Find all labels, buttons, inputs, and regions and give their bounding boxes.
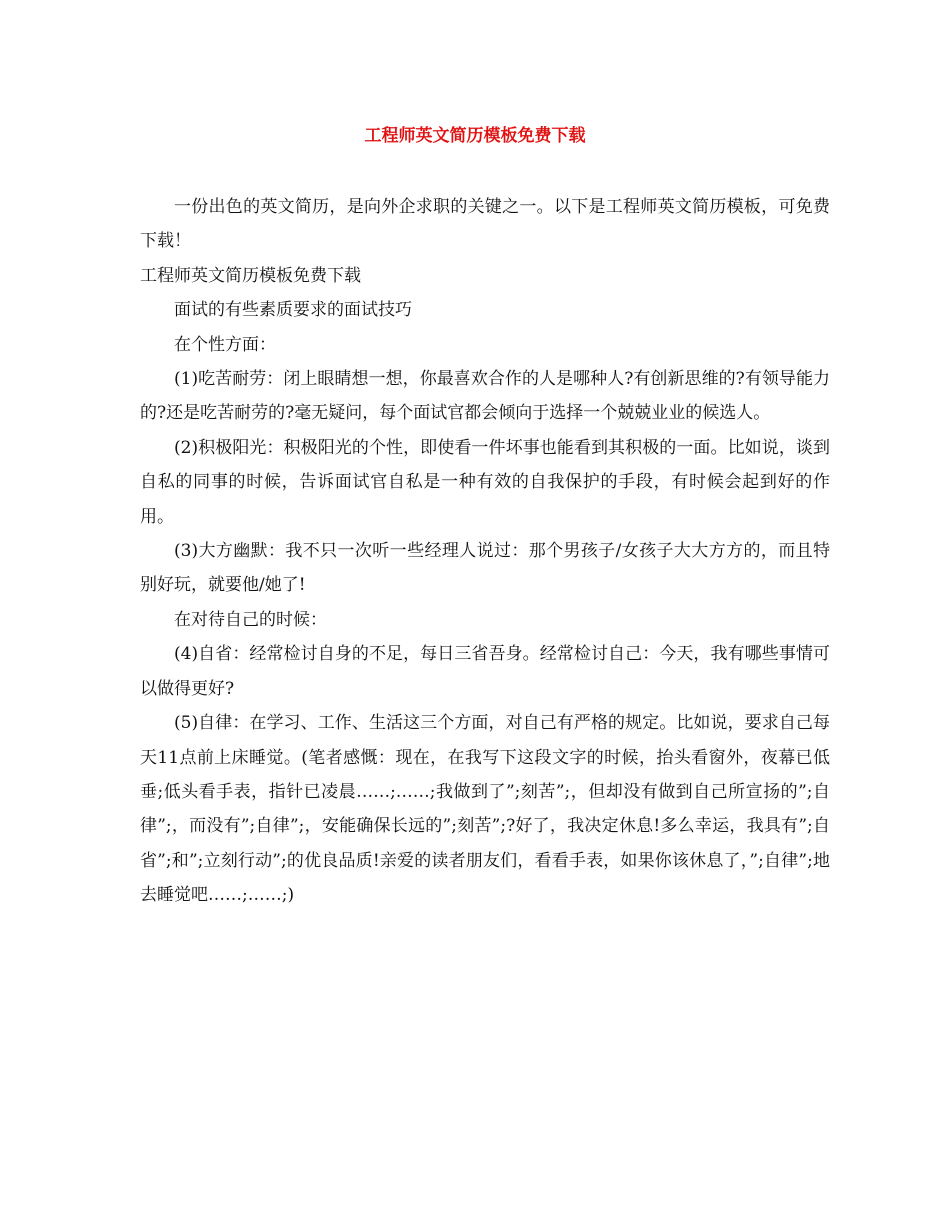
document-title: 工程师英文简历模板免费下载 — [364, 126, 586, 146]
paragraph-hardworking: (1)吃苦耐劳：闭上眼睛想一想，你最喜欢合作的人是哪种人?有创新思维的?有领导能力的?还是吃苦耐劳的?毫无疑问，每个面试官都会倾向于选择一个兢兢业业的候选人。 — [140, 369, 830, 424]
paragraph-humor: (3)大方幽默：我不只一次听一些经理人说过：那个男孩子/女孩子大大方方的，而且特别好玩，就要他/她了! — [140, 541, 830, 596]
paragraph-self-discipline: (5)自律：在学习、工作、生活这三个方面，对自己有严格的规定。比如说，要求自己每天11点前上床睡觉。(笔者感慨：现在，在我写下这段文字的时候，抬头看窗外，夜幕已低垂;低头看手表，指针已凌晨……;……;我做到了”;刻苦”;，但却没有做到自己所宣扬的”;自律”;，而没有”;自律”;，安能确保长远的”;刻苦”;?好了，我决定休息!多么幸运，我具有”;自省”;和”;立刻行动”;的优良品质!亲爱的读者朋友们，看看手表，如果你该休息了，”;自律”;地去睡觉吧……;……;) — [140, 713, 830, 906]
subheading: 工程师英文简历模板免费下载 — [140, 265, 361, 286]
self-heading: 在对待自己的时候： — [174, 609, 327, 630]
section-heading: 面试的有些素质要求的面试技巧 — [174, 300, 412, 321]
intro-paragraph: 一份出色的英文简历，是向外企求职的关键之一。以下是工程师英文简历模板，可免费下载！ — [140, 197, 830, 252]
paragraph-positive: (2)积极阳光：积极阳光的个性，即使看一件坏事也能看到其积极的一面。比如说，谈到自私的同事的时候，告诉面试官自私是一种有效的自我保护的手段，有时候会起到好的作用。 — [140, 437, 830, 527]
personality-heading: 在个性方面： — [174, 334, 276, 355]
paragraph-introspection: (4)自省：经常检讨自身的不足，每日三省吾身。经常检讨自己：今天，我有哪些事情可以做得更好? — [140, 644, 830, 699]
document-body — [140, 190, 830, 913]
